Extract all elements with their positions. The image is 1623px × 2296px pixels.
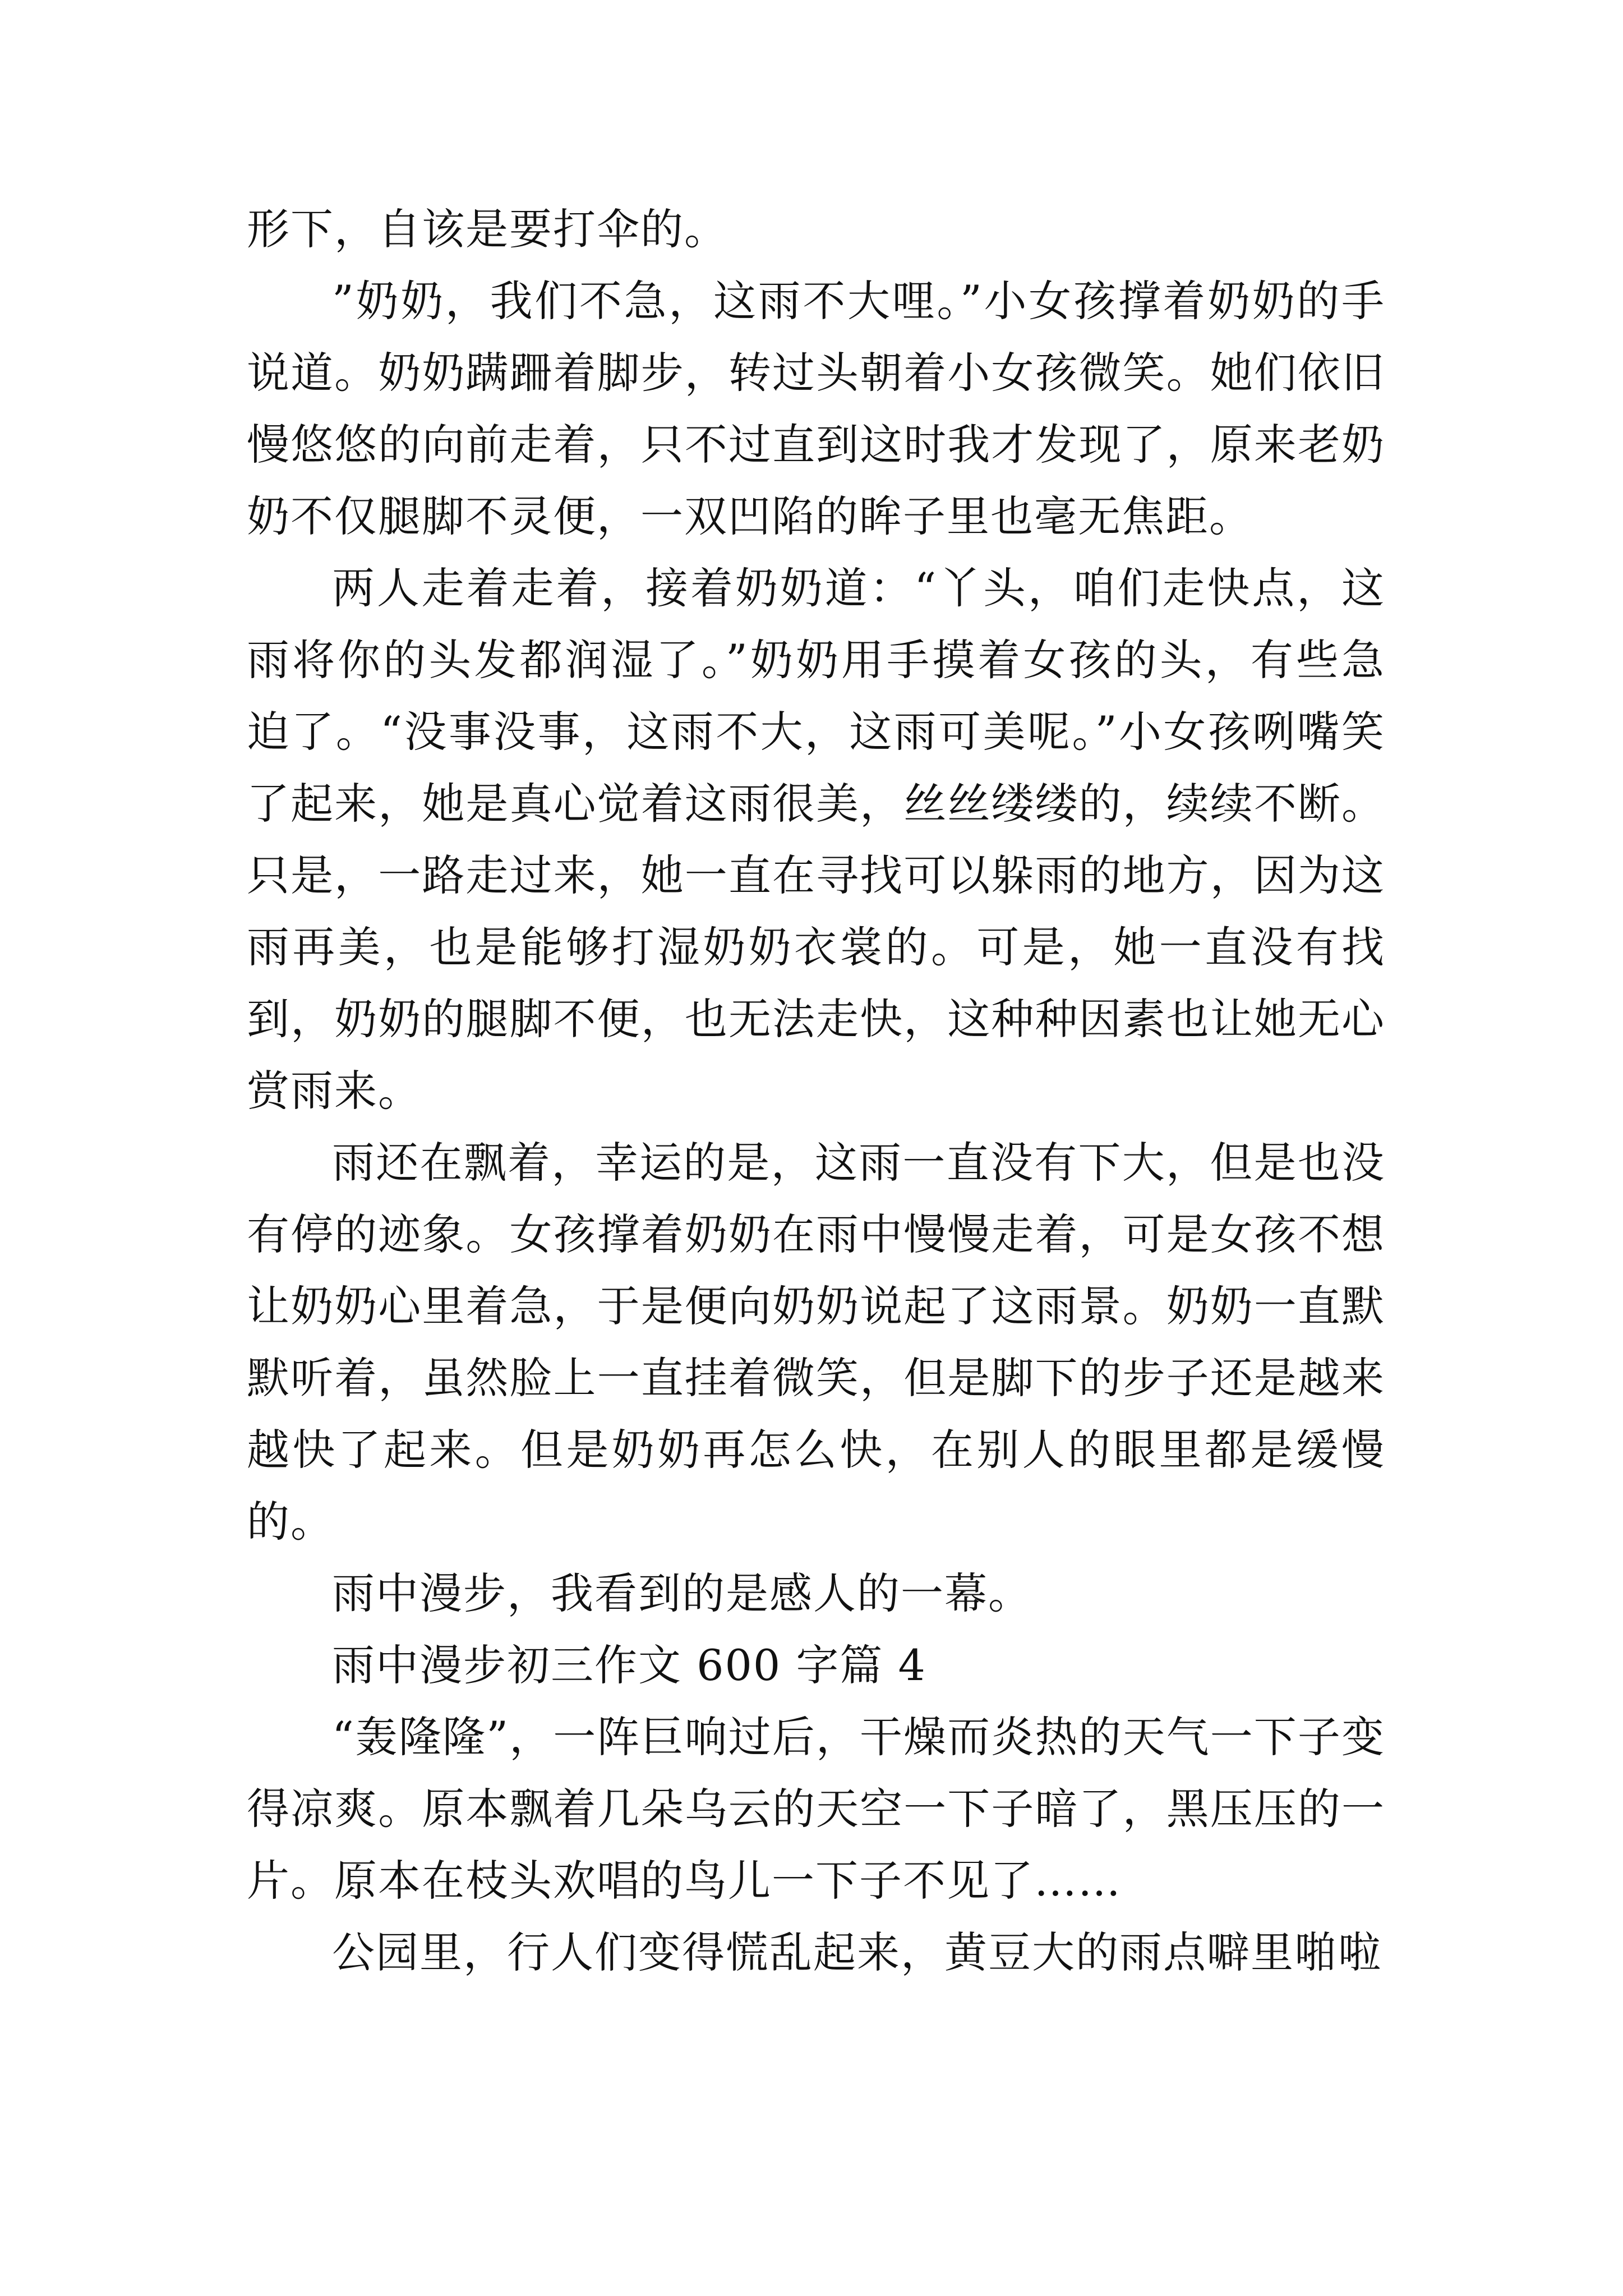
paragraph: 两人走着走着，接着奶奶道：“丫头，咱们走快点，这雨将你的头发都润湿了。”奶奶用手摸着女孩的头，有些急迫了。“没事没事，这雨不大，这雨可美呢。”小女孩咧嘴笑了起来，她是真心觉着这雨很美，丝丝缕缕的，续续不断。只是，一路走过来，她一直在寻找可以躲雨的地方，因为这雨再美，也是能够打湿奶奶衣裳的。可是，她一直没有找到，奶奶的腿脚不便，也无法走快，这种种因素也让她无心赏雨来。 — [247, 563, 1385, 1116]
article-body — [247, 194, 1385, 1989]
paragraph: ”奶奶，我们不急，这雨不大哩。”小女孩撑着奶奶的手说道。奶奶蹒跚着脚步，转过头朝着小女孩微笑。她们依旧慢悠悠的向前走着，只不过直到这时我才发现了，原来老奶奶不仅腿脚不灵便，一双凹陷的眸子里也毫无焦距。 — [247, 276, 1385, 541]
paragraph: 雨中漫步，我看到的是感人的一幕。 — [332, 1568, 1032, 1618]
paragraph: “轰隆隆”，一阵巨响过后，干燥而炎热的天气一下子变得凉爽。原本飘着几朵乌云的天空一下子暗了，黑压压的一片。原本在枝头欢唱的鸟儿一下子不见了…… — [247, 1712, 1385, 1906]
paragraph: 形下，自该是要打伞的。 — [247, 204, 728, 254]
section-heading: 雨中漫步初三作文 600 字篇 4 — [332, 1640, 926, 1690]
paragraph: 公园里，行人们变得慌乱起来，黄豆大的雨点噼里啪啦 — [332, 1927, 1382, 1977]
paragraph: 雨还在飘着，幸运的是，这雨一直没有下大，但是也没有停的迹象。女孩撑着奶奶在雨中慢慢走着，可是女孩不想让奶奶心里着急，于是便向奶奶说起了这雨景。奶奶一直默默听着，虽然脸上一直挂着微笑，但是脚下的步子还是越来越快了起来。但是奶奶再怎么快，在别人的眼里都是缓慢的。 — [247, 1138, 1385, 1547]
